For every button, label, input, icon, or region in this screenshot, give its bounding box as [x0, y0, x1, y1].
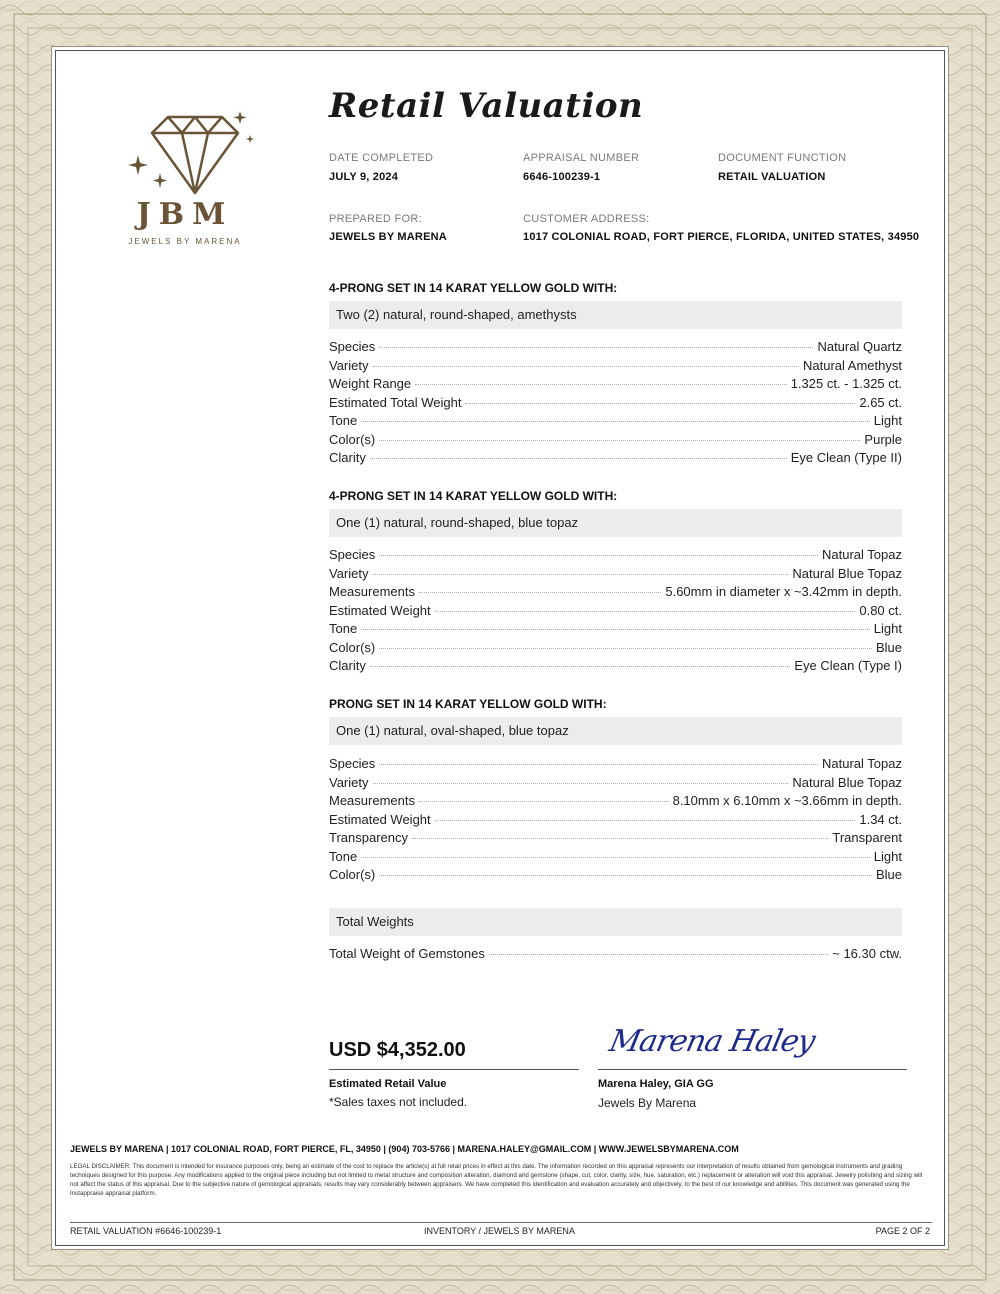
spec-value: Natural Topaz — [822, 756, 902, 771]
spec-row — [329, 603, 902, 622]
section-heading: 4-PRONG SET IN 14 KARAT YELLOW GOLD WITH: — [329, 281, 618, 295]
totals-value: ~ 16.30 ctw. — [832, 946, 902, 961]
spec-value: 8.10mm x 6.10mm x ~3.66mm in depth. — [672, 793, 902, 808]
spec-value: Light — [873, 413, 902, 428]
spec-label: Transparency — [329, 830, 408, 845]
retail-price: USD $4,352.00 — [329, 1039, 466, 1061]
spec-row — [329, 376, 902, 395]
spec-row — [329, 584, 902, 603]
spec-row — [329, 621, 902, 640]
spec-label: Estimated Weight — [329, 811, 431, 827]
spec-value: Transparent — [832, 830, 902, 845]
price-label: Estimated Retail Value — [329, 1078, 447, 1090]
footer-divider — [70, 1222, 932, 1223]
spec-list — [329, 339, 902, 469]
price-divider — [329, 1069, 579, 1070]
brand-initials: JBM — [136, 197, 234, 232]
spec-value: Natural Amethyst — [803, 357, 902, 373]
spec-label: Tone — [329, 413, 358, 428]
spec-row — [329, 849, 902, 868]
appraisal-number-label: APPRAISAL NUMBER — [523, 152, 640, 164]
spec-label: Species — [329, 756, 376, 771]
diamond-icon — [110, 105, 260, 195]
document-function-label: DOCUMENT FUNCTION — [718, 152, 847, 164]
spec-value: Natural Blue Topaz — [792, 565, 902, 581]
spec-value: Eye Clean (Type I) — [794, 658, 902, 673]
brand-name: JEWELS BY MARENA — [128, 237, 242, 246]
spec-row — [329, 830, 902, 849]
spec-label: Tone — [329, 848, 358, 864]
spec-row — [329, 358, 902, 377]
signature-divider — [598, 1069, 907, 1070]
totals-label: Total Weight of Gemstones — [329, 946, 485, 961]
description-text: One (1) natural, oval-shaped, blue topaz — [336, 723, 569, 738]
spec-row — [329, 658, 902, 677]
section-description — [329, 509, 902, 537]
spec-label: Color(s) — [329, 639, 376, 655]
section-description — [329, 717, 902, 745]
date-label: DATE COMPLETED — [329, 152, 434, 164]
spec-value: Light — [873, 621, 902, 636]
section-heading: PRONG SET IN 14 KARAT YELLOW GOLD WITH: — [329, 697, 607, 711]
spec-value: Light — [873, 848, 902, 864]
appraiser-name: Marena Haley, GIA GG — [598, 1078, 714, 1090]
spec-label: Weight Range — [329, 376, 412, 391]
section-heading: 4-PRONG SET IN 14 KARAT YELLOW GOLD WITH: — [329, 489, 618, 503]
document-function-value: RETAIL VALUATION — [718, 171, 826, 183]
spec-label: Color(s) — [329, 867, 376, 882]
prepared-for-value: JEWELS BY MARENA — [329, 231, 447, 243]
spec-label: Color(s) — [329, 431, 376, 447]
spec-row — [329, 867, 902, 886]
totals-heading — [329, 908, 902, 936]
spec-label: Variety — [329, 357, 369, 373]
spec-label: Measurements — [329, 584, 415, 599]
spec-value: Eye Clean (Type II) — [790, 450, 902, 465]
spec-row — [329, 395, 902, 414]
totals-list — [329, 946, 902, 965]
footer-page-number: PAGE 2 OF 2 — [875, 1226, 930, 1236]
spec-row — [329, 413, 902, 432]
spec-label: Clarity — [329, 450, 366, 465]
spec-value: Blue — [875, 639, 902, 655]
document-title: Retail Valuation — [329, 86, 644, 126]
spec-label: Species — [329, 547, 376, 562]
spec-label: Species — [329, 339, 376, 354]
spec-label: Estimated Weight — [329, 602, 431, 618]
customer-address-label: CUSTOMER ADDRESS: — [523, 213, 650, 225]
appraiser-signature: Marena Haley — [606, 1024, 818, 1059]
section-description — [329, 301, 902, 329]
spec-row — [329, 793, 902, 812]
spec-row — [329, 432, 902, 451]
spec-value: Purple — [864, 431, 902, 447]
tax-note: *Sales taxes not included. — [329, 1095, 468, 1109]
spec-row — [329, 812, 902, 831]
brand-logo — [110, 105, 260, 195]
footer-document-id: RETAIL VALUATION #6646-100239-1 — [70, 1226, 222, 1236]
spec-label: Measurements — [329, 793, 415, 808]
spec-row — [329, 775, 902, 794]
date-value: JULY 9, 2024 — [329, 171, 399, 183]
spec-label: Variety — [329, 565, 369, 581]
spec-row — [329, 450, 902, 469]
spec-value: Natural Blue Topaz — [792, 774, 902, 790]
prepared-for-label: PREPARED FOR: — [329, 213, 422, 225]
spec-value: Natural Topaz — [822, 547, 902, 562]
appraisal-number-value: 6646-100239-1 — [523, 171, 601, 183]
spec-value: 2.65 ct. — [859, 394, 902, 410]
spec-row — [329, 566, 902, 585]
spec-value: 0.80 ct. — [859, 602, 902, 618]
spec-list — [329, 756, 902, 886]
spec-label: Tone — [329, 621, 358, 636]
spec-value: Blue — [875, 867, 902, 882]
legal-disclaimer: LEGAL DISCLAIMER: This document is intended for insurance purposes only, being an estimate of the cost to replace the article(s) at full retail prices in effect at this date. The information recorded on this appraisal represents our interpretation of results obtained from gemological instruments and grading techniques designed for this purpose. Any modifications applied to the original piece including but not limited to metal structure and composition alteration, diamond and gemstone (shape, cut, color, clarity, size, hue, saturation, etc.) replacement or alteration will void this appraisal. Jewelry polishing and sizing will not affect the status of this appraisal. Due to the subjective nature of gemological appraisals, results may vary considerably between appraisers. We have completed this identification and evaluation accurately and objectively, to the best of our knowledge and abilities. This document was generated using the Instappraise appraisal platform. — [70, 1163, 923, 1197]
description-text: Two (2) natural, round-shaped, amethysts — [336, 307, 577, 322]
totals-heading-text: Total Weights — [336, 914, 414, 929]
spec-value: 5.60mm in diameter x ~3.42mm in depth. — [665, 584, 902, 599]
spec-value: 1.325 ct. - 1.325 ct. — [790, 376, 902, 391]
footer-contact: JEWELS BY MARENA | 1017 COLONIAL ROAD, FORT PIERCE, FL, 34950 | (904) 703-5766 | MARENA.HALEY@GMAIL.COM | WWW.JEWELSBYMARENA.COM — [70, 1144, 739, 1154]
spec-label: Estimated Total Weight — [329, 394, 462, 410]
spec-list — [329, 547, 902, 677]
spec-row — [329, 339, 902, 358]
spec-value: Natural Quartz — [817, 339, 902, 354]
totals-row — [329, 946, 902, 965]
spec-row — [329, 756, 902, 775]
spec-label: Clarity — [329, 658, 366, 673]
spec-label: Variety — [329, 774, 369, 790]
spec-value: 1.34 ct. — [859, 811, 902, 827]
appraiser-company: Jewels By Marena — [598, 1096, 697, 1110]
footer-inventory: INVENTORY / JEWELS BY MARENA — [424, 1226, 575, 1236]
description-text: One (1) natural, round-shaped, blue topaz — [336, 515, 579, 530]
customer-address-value: 1017 COLONIAL ROAD, FORT PIERCE, FLORIDA, UNITED STATES, 34950 — [523, 231, 920, 243]
spec-row — [329, 640, 902, 659]
spec-row — [329, 547, 902, 566]
